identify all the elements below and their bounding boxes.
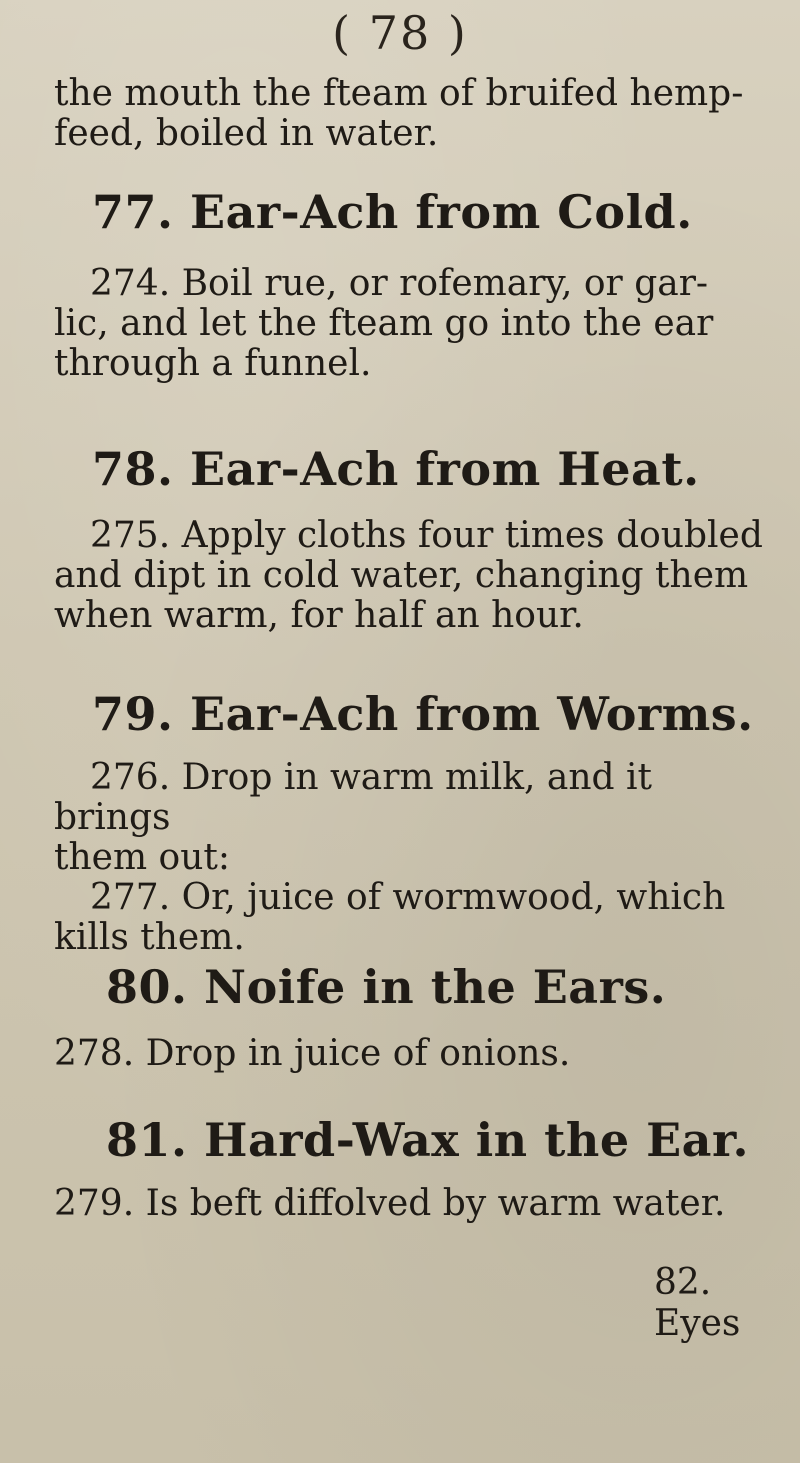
paragraph-274	[54, 264, 713, 384]
p274-line-1: 274. Boil rue, or rofemary, or gar-	[90, 263, 709, 304]
p279-line-1: 279. Is beft diffolved by warm water.	[54, 1183, 726, 1224]
p275-line-2: and dipt in cold water, changing them	[54, 555, 749, 596]
p276-line-2: them out:	[54, 837, 230, 878]
p274-line-2: lic, and let the fteam go into the ear	[54, 303, 714, 344]
p274-line-3: through a funnel.	[54, 343, 372, 384]
paragraph-276-277	[54, 758, 774, 958]
p275-line-3: when warm, for half an hour.	[54, 595, 584, 636]
catchword: 82. Eyes	[654, 1262, 741, 1344]
paragraph-275	[54, 516, 763, 636]
intro-line-1: the mouth the fteam of bruifed hemp-	[54, 73, 744, 114]
heading-81: 81. Hard-Wax in the Ear.	[106, 1113, 749, 1167]
p276-line-1: 276. Drop in warm milk, and it brings	[54, 757, 653, 838]
p275-line-1: 275. Apply cloths four times doubled	[90, 515, 763, 556]
heading-77: 77. Ear-Ach from Cold.	[92, 185, 693, 239]
paragraph-278	[54, 1034, 570, 1074]
heading-79: 79. Ear-Ach from Worms.	[92, 687, 754, 741]
p278-line-1: 278. Drop in juice of onions.	[54, 1033, 571, 1074]
p277-line-2: kills them.	[54, 917, 245, 958]
intro-paragraph	[54, 74, 743, 154]
heading-78: 78. Ear-Ach from Heat.	[92, 442, 700, 496]
p277-line-1: 277. Or, juice of wormwood, which	[90, 877, 726, 918]
paragraph-279	[54, 1184, 725, 1224]
heading-80: 80. Noife in the Ears.	[106, 960, 667, 1014]
page-number: ( 78 )	[332, 6, 468, 60]
intro-line-2: feed, boiled in water.	[54, 113, 439, 154]
